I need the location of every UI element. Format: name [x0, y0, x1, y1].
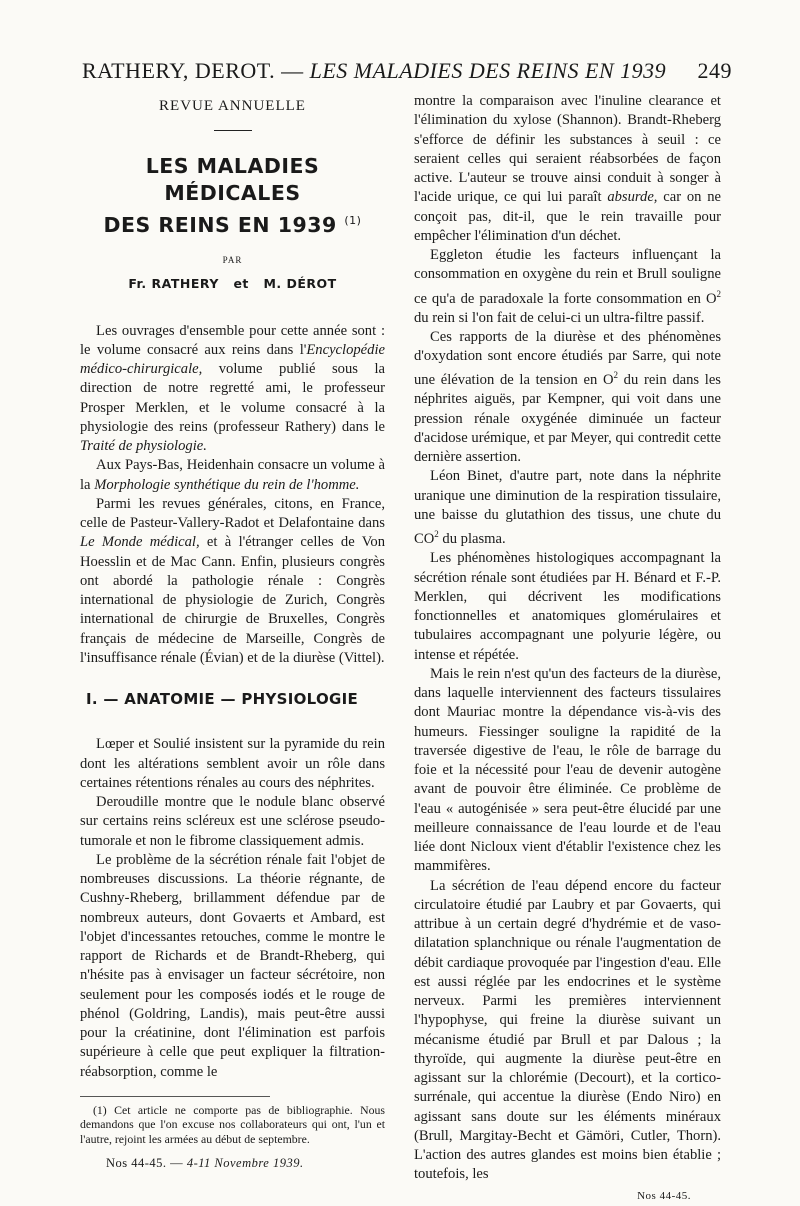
- by-label: PAR: [222, 255, 243, 266]
- article-title-line2: DES REINS EN 1939: [103, 213, 337, 238]
- paragraph: Les phénomènes histologiques accompagnant la sécrétion rénale sont étudiées par H. Bénard et F.-P. Merklen, qui décrivent les modifications fonctionnelles et anatomiques glomérulaires et tubulaires accompagnant une polyurie légère, ou intense et répétée.: [414, 550, 721, 663]
- paragraph: Léon Binet, d'autre part, note dans la néphrite uranique une diminution de la respiration tissulaire, une baisse du glutathion des tissus, une chute du $CO^2$ du plasma.: [414, 468, 721, 548]
- paragraph: Lœper et Soulié insistent sur la pyramide du rein dont les altérations semblent avoir un rôle dans certaines rétentions rénales au cours des néphrites.: [80, 736, 385, 791]
- paragraph: Le problème de la sécrétion rénale fait l'objet de nombreuses discussions. La théorie régnante, de Cushny-Rheberg, brillamment défendue par de nombreux auteurs, dont Govaerts et Ambard, est l'objet d'incessantes retouches, comme le montre le rapport de Richards et de Brandt-Rheberg, qui n'hésite pas à envisager un facteur sécrétoire, non seulement pour les composés iodés et le rouge de phénol (Goldring, Landis), mais peut-être aussi pour la créatinine, dont l'élimination est parfois supérieure à celle que peut expliquer la filtration-réabsorption, comme le: [80, 851, 385, 1080]
- right-column: [414, 92, 721, 1206]
- paragraph: Aux Pays-Bas, Heidenhain consacre un volume à la Morphologie synthétique du rein de l'homme.: [80, 457, 385, 493]
- article-title: [80, 153, 385, 239]
- header-authors: RATHERY, DEROT.: [82, 58, 276, 83]
- paragraph: Mais le rein n'est qu'un des facteurs de la diurèse, dans laquelle interviennent des facteurs tissulaires dont Mauriac montre la dépendance vis-à-vis des humeurs. Fiessinger souligne la rapidité de la traversée digestive de l'eau, le rôle de barrage du foie et la nécessité pour l'eau de devenir autogène avant de pouvoir être éliminée. Ce problème de l'eau « autogénisée » sera peut-être élucidé par une meilleure connaissance de l'eau lourde et de l'eau liée dont Nicloux vient d'établir l'existence chez les mammifères.: [414, 665, 721, 875]
- issue-info-right: Nos 44-45.: [637, 1189, 691, 1202]
- issue-info: Nos 44-45. — 4-11 Novembre 1939.: [106, 1156, 304, 1171]
- paragraph: Deroudille montre que le nodule blanc observé sur certains reins scléreux est une sclérose pseudo-tumorale et non le fibrome classiquement admis.: [80, 794, 385, 849]
- header-dash: —: [281, 58, 304, 83]
- paragraph: Eggleton étudie les facteurs influençant la consommation en oxygène du rein et Brull souligne ce qu'a de paradoxale la forte consommation en $O^2$ du rein si l'on fait de celui-ci un ultra-filtre passif.: [414, 247, 721, 326]
- left-column: [80, 95, 385, 1174]
- article-title-line1: LES MALADIES MÉDICALES: [145, 154, 320, 206]
- footnote: (1) Cet article ne comporte pas de bibliographie. Nous demandons que l'on excuse nos collaborateurs qui ont, l'un et l'autre, rejoint les armées au début de septembre.: [80, 1102, 385, 1146]
- article-authors: Fr. RATHERY et M. DÉROT: [128, 276, 337, 292]
- header-journal-title: LES MALADIES DES REINS EN 1939: [309, 58, 667, 83]
- kicker: REVUE ANNUELLE: [159, 98, 306, 114]
- paragraph: La sécrétion de l'eau dépend encore du facteur circulatoire étudié par Laubry et par Govaerts, qui attribue à un certain degré d'hydrémie et de vaso-dilatation splanchnique ou rénale l'augmentation de débit cardiaque provoquée par l'ingestion d'eau. Elle est aussi réglée par les endocrines et le système nerveux. Parmi les premières interviennent l'hypophyse, qui freine la diurèse suivant un mécanisme étudié par Brull et par Dalous ; la thyroïde, qui augmente la diurèse peut-être en agissant sur la chlorémie (Decourt), et la cortico-surrénale, qui accentue la diurèse (Endo Niro) en agissant sans doute sur les éléments minéraux (Brull, Margitay-Becht et Gämöri, Cutler, Thorn). L'action des autres glandes est moins bien établie ; toutefois, les: [414, 877, 721, 1183]
- title-divider: [214, 130, 252, 131]
- paragraph: montre la comparaison avec l'inuline clearance et l'élimination du xylose (Shannon). Brandt-Rheberg s'efforce de définir les substances à seuil : ce seraient celles qui seraient réabsorbées de façon active. L'auteur se trouve ainsi conduit à songer à l'acide urique, ce qui lui paraît absurde, car on ne conçoit pas, dit-il, que le rein travaille pour empêcher l'élimination d'un déchet.: [414, 93, 721, 244]
- paragraph: Ces rapports de la diurèse et des phénomènes d'oxydation sont encore étudiés par Sarre, qui note une élévation de la tension en $O^2$ du rein dans les néphrites aiguës, par Kempner, qui voit dans une pression rénale oxygénée diminuée un facteur d'acidose urémique, et par Meyer, qui contredit cette dernière assertion.: [414, 328, 721, 466]
- page-number: 249: [697, 58, 732, 83]
- running-header: [82, 58, 732, 84]
- footnote-marker: (1): [344, 214, 362, 228]
- footnote-divider: [80, 1096, 270, 1097]
- section-heading: I. — ANATOMIE — PHYSIOLOGIE: [86, 690, 359, 709]
- paragraph: Les ouvrages d'ensemble pour cette année sont : le volume consacré aux reins dans l'Encyclopédie médico-chirurgicale, volume publié sous la direction de notre regretté ami, le professeur Prosper Merklen, et le volume consacré à la physiologie des reins (professeur Rathery) dans le Traité de physiologie.: [80, 322, 385, 455]
- paragraph: Parmi les revues générales, citons, en France, celle de Pasteur-Vallery-Radot et Delafontaine dans Le Monde médical, et à l'étranger celles de Von Hoesslin et de Mac Cann. Enfin, plusieurs congrès ont abordé la pathologie rénale : Congrès international de physiologie de Zurich, Congrès international de chirurgie de Bruxelles, Congrès français de médecine de Marseille, Congrès de l'insuffisance rénale (Évian) et de la diurèse (Vittel).: [80, 495, 385, 666]
